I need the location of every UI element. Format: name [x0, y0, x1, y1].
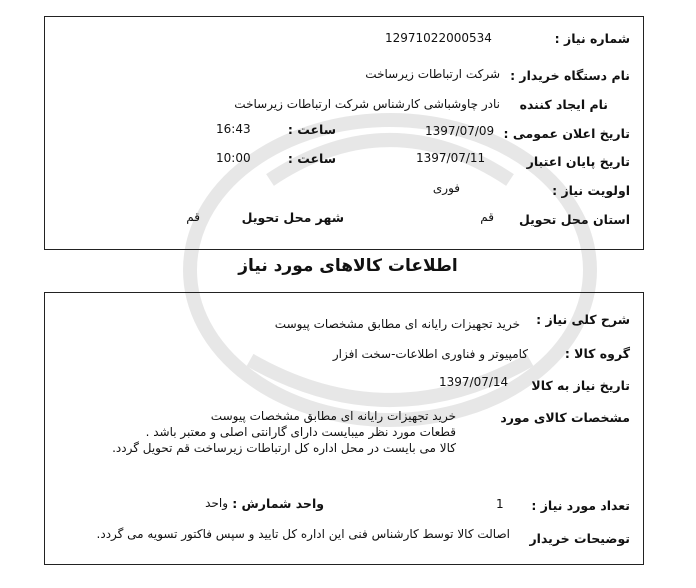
priority-label: اولویت نیاز : [552, 183, 630, 198]
buyer-org: شرکت ارتباطات زیرساخت [365, 67, 500, 81]
buyer-notes: اصالت کالا توسط کارشناس فنی این اداره کل تایید و سپس فاکتور تسویه می گردد. [96, 527, 510, 541]
announce-date-label: تاریخ اعلان عمومی : [503, 126, 630, 141]
need-date: 1397/07/14 [439, 375, 509, 389]
need-date-label: تاریخ نیاز به کالا [531, 378, 630, 393]
deadline-date: 1397/07/11 [416, 151, 486, 165]
specs-line-2: قطعات مورد نظر میبایست دارای گارانتی اصلی و معتبر باشد . [145, 425, 456, 439]
city-label: شهر محل تحویل [241, 210, 344, 225]
quantity: 1 [496, 497, 504, 511]
unit-label: واحد شمارش : [232, 496, 324, 511]
buyer-notes-label: توضیحات خریدار [529, 531, 630, 546]
group: کامپیوتر و فناوری اطلاعات-سخت افزار [332, 347, 528, 361]
announce-time-label: ساعت : [287, 122, 336, 137]
buyer-org-label: نام دستگاه خریدار : [510, 68, 630, 83]
need-number: 12971022000534 [385, 31, 492, 45]
priority: فوری [432, 181, 460, 195]
deadline-time: 10:00 [216, 151, 251, 165]
specs-line-3: کالا می بایست در محل اداره کل ارتباطات زیرساخت قم تحویل گردد. [112, 441, 456, 455]
need-number-label: شماره نیاز : [554, 31, 630, 46]
unit: واحد [205, 496, 228, 510]
summary-label: شرح کلی نیاز : [536, 312, 630, 327]
deadline-time-label: ساعت : [287, 151, 336, 166]
province: قم [480, 210, 494, 224]
city: قم [186, 210, 200, 224]
deadline-label: تاریخ پایان اعتبار [526, 154, 630, 169]
creator-label: نام ایجاد کننده [519, 97, 608, 112]
section-title: اطلاعات کالاهای مورد نیاز [238, 256, 458, 276]
announce-time: 16:43 [216, 122, 251, 136]
summary: خرید تجهیزات رایانه ای مطابق مشخصات پیوست [274, 317, 520, 331]
group-label: گروه کالا : [564, 346, 630, 361]
province-label: استان محل تحویل [518, 212, 630, 227]
quantity-label: تعداد مورد نیاز : [531, 498, 630, 513]
creator: نادر چاوشباشی کارشناس شرکت ارتباطات زیرساخت [234, 97, 500, 111]
specs-label: مشخصات کالای مورد [500, 410, 630, 425]
specs-line-1: خرید تجهیزات رایانه ای مطابق مشخصات پیوست [210, 409, 456, 423]
announce-date: 1397/07/09 [425, 124, 495, 138]
